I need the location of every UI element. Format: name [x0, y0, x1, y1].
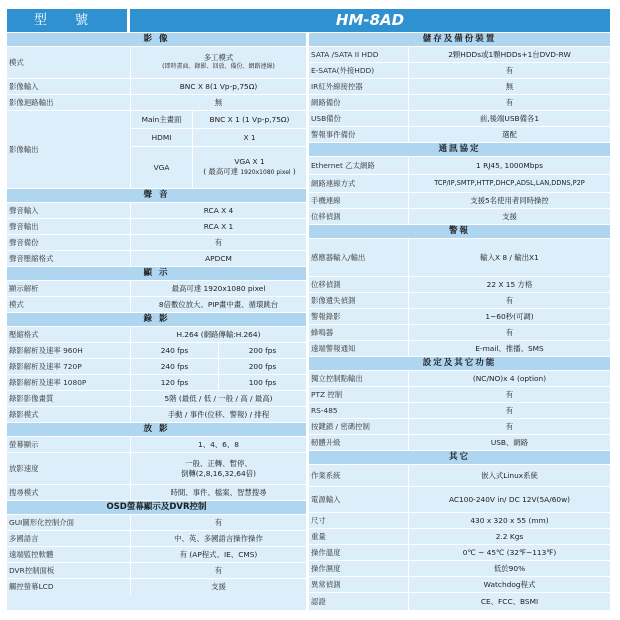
row-misc-fw: 軔體升級 USB、網路 [309, 434, 610, 450]
row-osd-lang: 多國語言 中、英、多國語言操作操作 [7, 530, 306, 546]
row-audio-out: 聲音輸出 RCA X 1 [7, 218, 306, 234]
row-display-mode: 模式 8倍數位放大、PIP畫中畫、循環跳台 [7, 296, 306, 312]
row-misc-relay: 獨立控制點輸出 (NC/NO)x 4 (option) [309, 370, 610, 386]
section-display: 顯 示 [7, 266, 306, 280]
row-misc-key: 按鍵鎖 / 密碼控制 有 [309, 418, 610, 434]
row-comm-proto: 網路連線方式 TCP/IP,SMTP,HTTP,DHCP,ADSL,LAN,DDNS,P2P [309, 174, 610, 192]
section-alarm: 警報 [309, 224, 610, 238]
row-comm-motion: 位移偵測 支援 [309, 208, 610, 224]
row-storage-usb: USB備份 前,後端USB備各1 [309, 110, 610, 126]
row-comm-mobile: 手機連線 支援5名使用者同時操控 [309, 192, 610, 208]
row-other-humidity: 操作濕度 低於90% [309, 560, 610, 576]
row-osd-remote: 遠端監控軟體 有 (AP程式、IE、CMS) [7, 546, 306, 562]
row-comm-eth: Ethernet 乙太網路 1 RJ45, 1000Mbps [309, 156, 610, 174]
row-playback-speed: 放影速度 一般、正轉、暫停、 倒轉(2,8,16,32,64倍) [7, 452, 306, 484]
row-audio-backup: 聲音備份 有 [7, 234, 306, 250]
row-record-1080p: 錄影解析及速率 1080P 120 fps 100 fps [7, 374, 306, 390]
row-video-loop: 影像迴路輸出 無 [7, 94, 306, 110]
row-storage-net: 網路備份 有 [309, 94, 610, 110]
row-other-size: 尺寸 430 x 320 x 55 (mm) [309, 512, 610, 528]
row-osd-lcd: 觸控螢幕LCD 支援 [7, 578, 306, 594]
row-storage-esata: E-SATA(外接HDD) 有 [309, 62, 610, 78]
row-video-mode: 模式 多工模式 (即時畫面、錄影、回放、備份、網路連線) [7, 46, 306, 78]
row-other-power: 電源輸入 AC100-240V in/ DC 12V(5A/60w) [309, 486, 610, 512]
row-record-mode: 錄影模式 手動 / 事件(位移、警報) / 排程 [7, 406, 306, 422]
section-playback: 放 影 [7, 422, 306, 436]
row-other-temp: 操作溫度 0℃ ~ 45℃ (32℉~113℉) [309, 544, 610, 560]
row-record-960h: 錄影解析及速率 960H 240 fps 200 fps [7, 342, 306, 358]
section-storage: 儲存及備份裝置 [309, 32, 610, 46]
row-storage-ir: IR紅外線接控器 無 [309, 78, 610, 94]
row-record-format: 壓縮格式 H.264 (網路傳輸:H.264) [7, 326, 306, 342]
row-playback-split: 螢幕顯示 1、4、6、8 [7, 436, 306, 452]
row-video-output: 影像輸出 [7, 110, 306, 188]
model-name: HM-8AD [130, 9, 610, 32]
row-video-main: Main主畫面 BNC X 1 (1 Vp-p,75Ω) [130, 110, 306, 128]
row-other-weight: 重量 2.2 Kgs [309, 528, 610, 544]
section-record: 錄 影 [7, 312, 306, 326]
row-alarm-grid: 位移偵測 22 X 15 方格 [309, 276, 610, 292]
row-alarm-buzzer: 蜂鳴器 有 [309, 324, 610, 340]
row-record-720p: 錄影解析及速率 720P 240 fps 200 fps [7, 358, 306, 374]
row-other-os: 作業系統 嵌入式Linux系統 [309, 464, 610, 486]
row-audio-format: 聲音壓縮格式 APDCM [7, 250, 306, 266]
row-storage-event: 警報事件備份 選配 [309, 126, 610, 142]
row-record-quality: 錄影影像畫質 5階 (最低 / 低 / 一般 / 高 / 最高) [7, 390, 306, 406]
row-audio-in: 聲音輸入 RCA X 4 [7, 202, 306, 218]
row-video-vga: VGA VGA X 1 ( 最高可達 1920x1080 pixel ) [130, 146, 306, 188]
row-alarm-loss: 影像遺失偵測 有 [309, 292, 610, 308]
row-video-hdmi: HDMI X 1 [130, 128, 306, 146]
section-osd: OSD螢幕顯示及DVR控制 [7, 500, 306, 514]
row-misc-ptz: PTZ 控制 有 [309, 386, 610, 402]
left-spec-column [7, 32, 306, 610]
row-playback-search: 搜尋模式 時間、事件、檔案、智慧搜尋 [7, 484, 306, 500]
right-spec-column [309, 32, 610, 610]
row-other-watchdog: 異常偵測 Watchdog程式 [309, 576, 610, 592]
row-storage-sata: SATA /SATA II HDD 2顆HDDs或1顆HDDs+1台DVD-RW [309, 46, 610, 62]
section-comm: 通訊協定 [309, 142, 610, 156]
row-misc-rs485: RS-485 有 [309, 402, 610, 418]
section-other: 其它 [309, 450, 610, 464]
section-audio: 聲 音 [7, 188, 306, 202]
model-label: 型 號 [7, 9, 127, 32]
row-osd-panel: DVR控制面板 有 [7, 562, 306, 578]
row-alarm-time: 警報錄影 1~60秒(可調) [309, 308, 610, 324]
section-misc: 設定及其它功能 [309, 356, 610, 370]
row-other-cert: 認證 CE、FCC、BSMI [309, 592, 610, 610]
row-alarm-io: 感應器輸入/輸出 輸入X 8 / 輸出X1 [309, 238, 610, 276]
row-display-res: 顯示解析 最高可達 1920x1080 pixel [7, 280, 306, 296]
section-video: 影 像 [7, 32, 306, 46]
row-alarm-notify: 遠端警報通知 E-mail、推播、SMS [309, 340, 610, 356]
row-video-input: 影像輸入 BNC X 8(1 Vp-p,75Ω) [7, 78, 306, 94]
row-osd-gui: GUI圖形化控制介面 有 [7, 514, 306, 530]
